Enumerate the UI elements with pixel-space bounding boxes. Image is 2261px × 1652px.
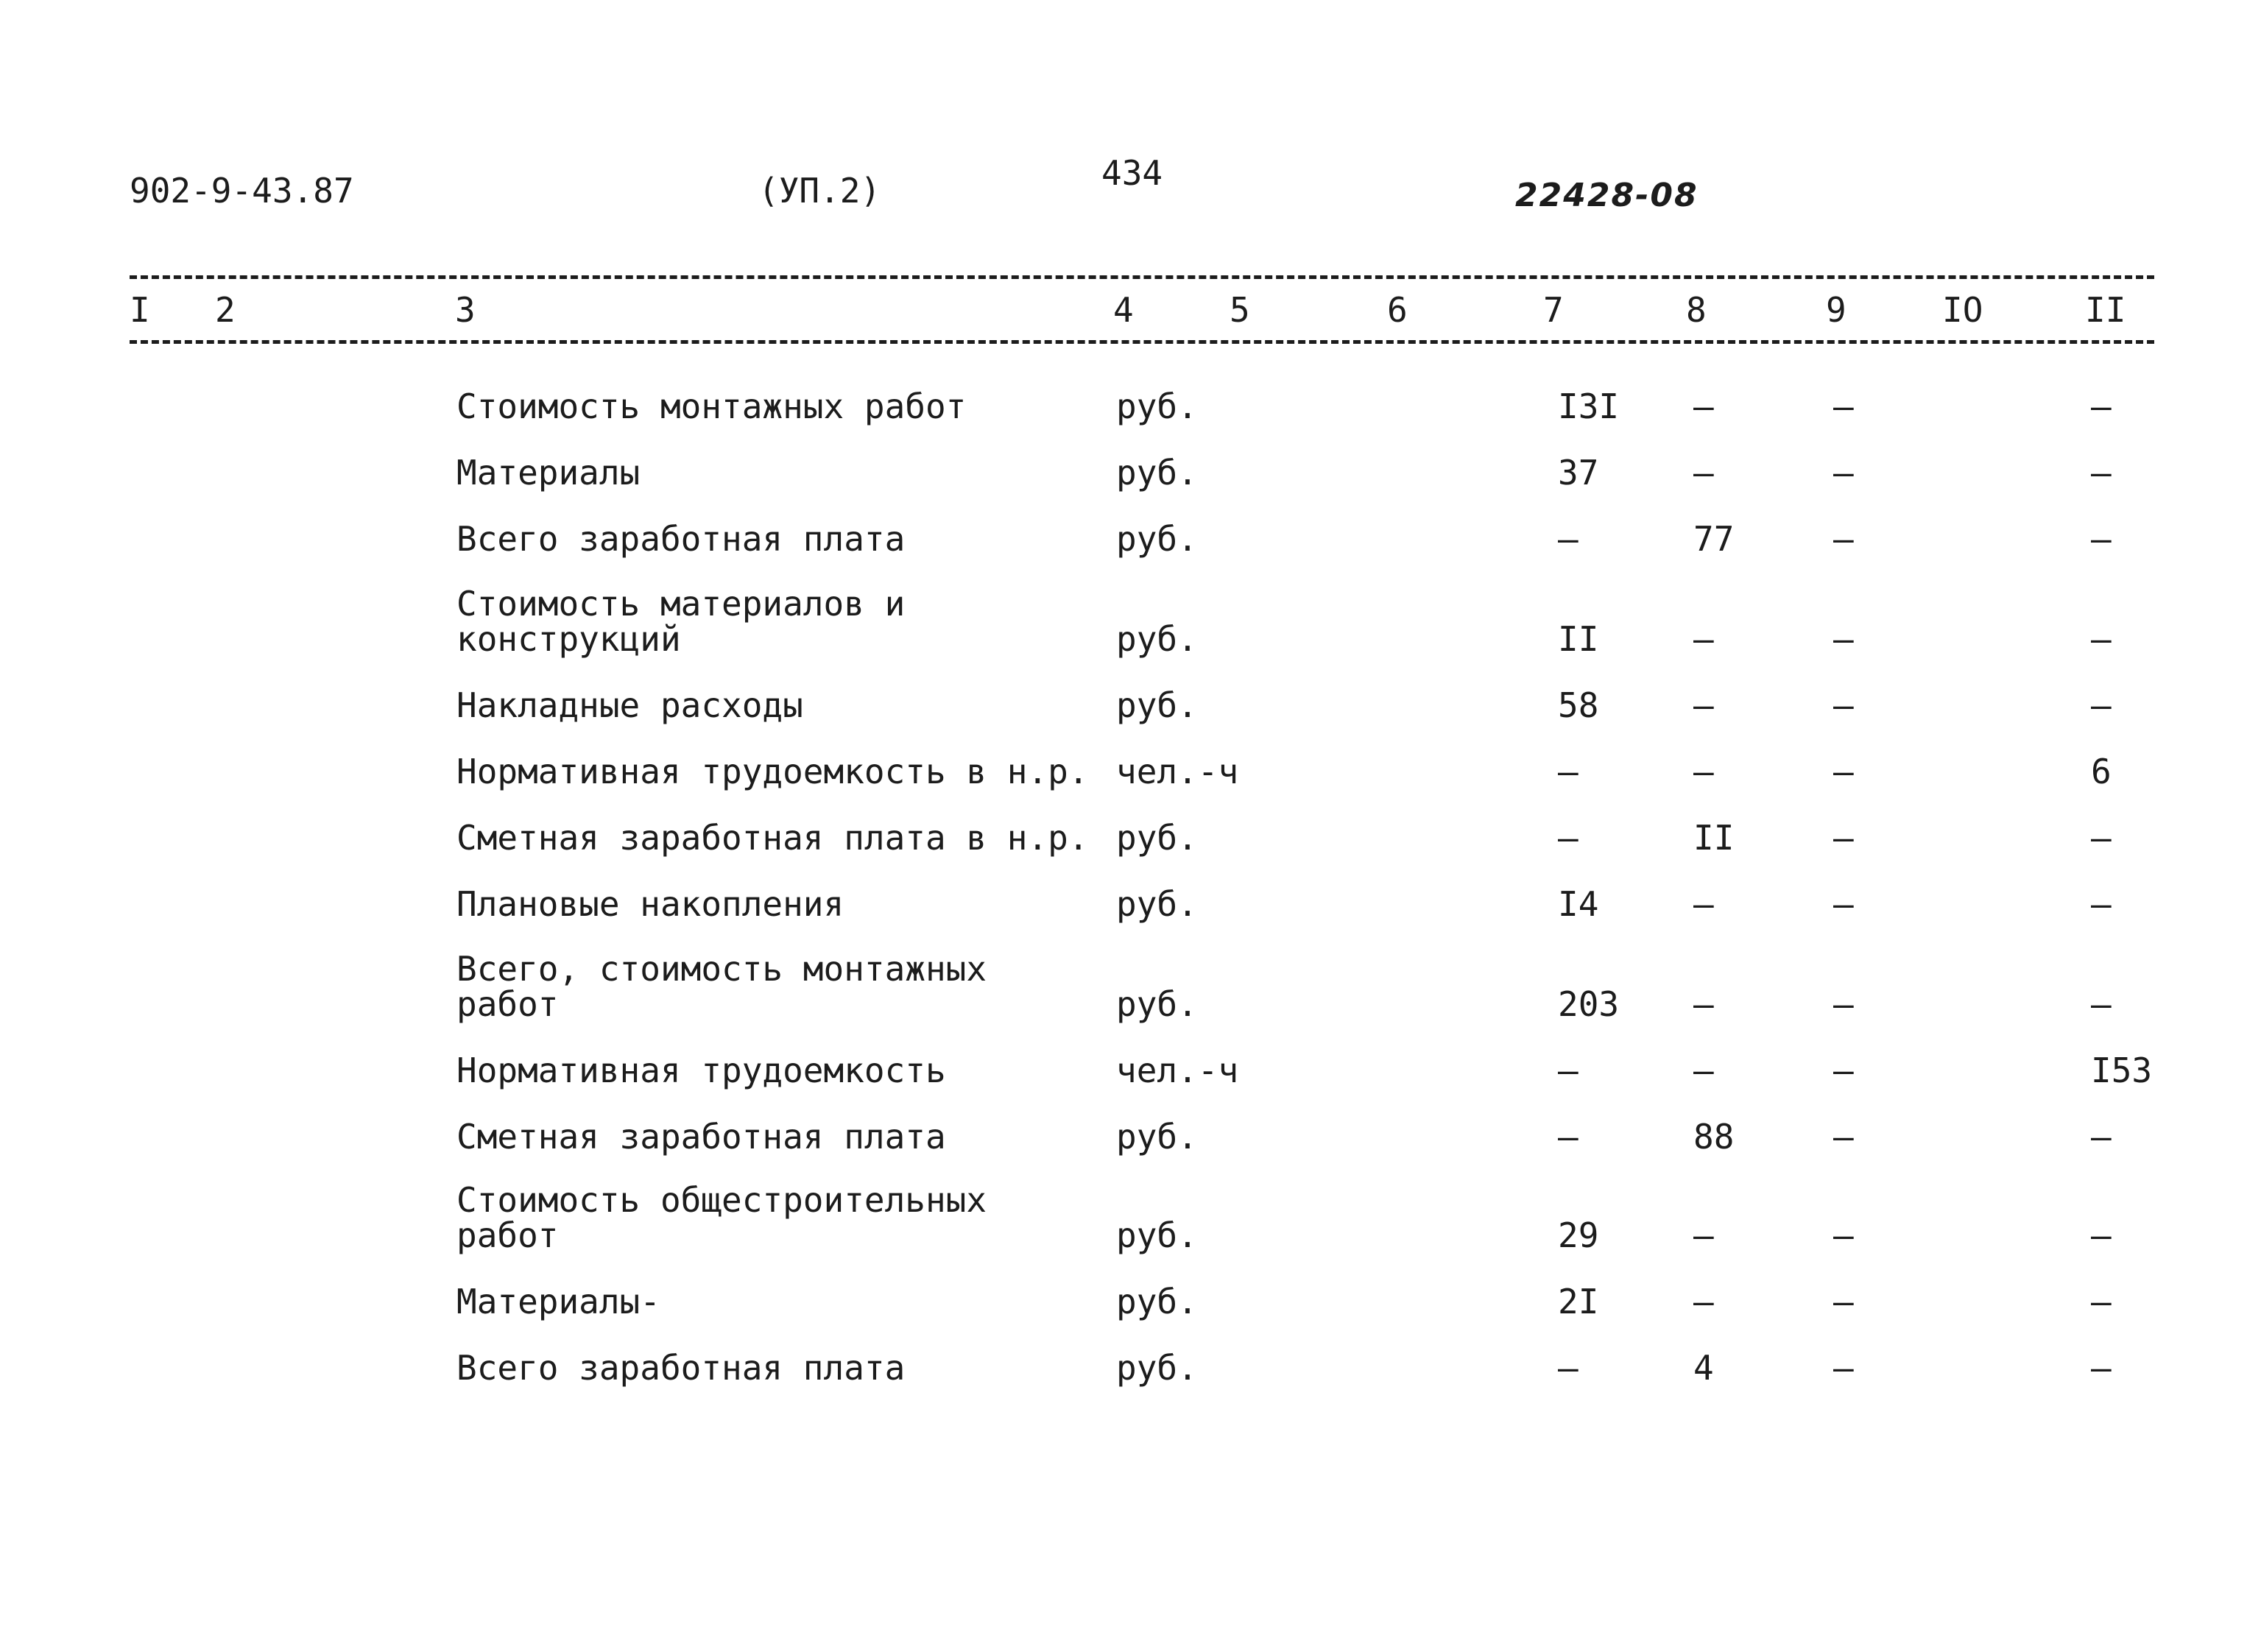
row-col8-value: – (1693, 1282, 1714, 1321)
row-col7-value: 37 (1558, 453, 1599, 493)
row-item-name: Стоимость монтажных работ (456, 386, 967, 426)
row-col11-value: – (2091, 1215, 2112, 1255)
row-col11-value: – (2091, 519, 2112, 559)
row-col7-value: I4 (1558, 884, 1599, 924)
row-col7-value: 58 (1558, 685, 1599, 725)
row-col9-value: – (1833, 984, 1854, 1024)
row-unit: руб. (1116, 984, 1198, 1024)
row-col11-value: I53 (2091, 1051, 2153, 1090)
appendix-label: (УП.2) (758, 171, 881, 211)
row-col9-value: – (1833, 685, 1854, 725)
row-col8-value: – (1693, 386, 1714, 426)
row-col11-value: – (2091, 453, 2112, 493)
row-item-name: Стоимость общестроительных работ (456, 1180, 987, 1255)
column-number-6: 6 (1387, 290, 1408, 330)
row-col11-value: – (2091, 619, 2112, 659)
row-col11-value: – (2091, 1117, 2112, 1157)
document-code: 902-9-43.87 (130, 171, 354, 211)
row-unit: руб. (1116, 619, 1198, 659)
row-col7-value: – (1558, 519, 1579, 559)
row-col7-value: – (1558, 1348, 1579, 1388)
row-unit: руб. (1116, 884, 1198, 924)
row-unit: руб. (1116, 685, 1198, 725)
column-number-11: II (2085, 290, 2126, 330)
row-col11-value: – (2091, 386, 2112, 426)
row-col8-value: – (1693, 1215, 1714, 1255)
row-col8-value: – (1693, 453, 1714, 493)
row-item-name: Всего, стоимость монтажных работ (456, 949, 987, 1024)
row-unit: руб. (1116, 1215, 1198, 1255)
row-col7-value: I3I (1558, 386, 1620, 426)
row-col8-value: – (1693, 619, 1714, 659)
row-col9-value: – (1833, 752, 1854, 791)
row-item-name: Всего заработная плата (456, 519, 906, 559)
row-item-name: Плановые накопления (456, 884, 844, 924)
row-col8-value: 88 (1693, 1117, 1735, 1157)
row-col11-value: – (2091, 984, 2112, 1024)
row-col7-value: 2I (1558, 1282, 1599, 1321)
row-col8-value: 4 (1693, 1348, 1714, 1388)
table-header-bottom-rule (130, 340, 2154, 344)
row-item-name: Стоимость материалов и конструкций (456, 584, 906, 659)
row-col9-value: – (1833, 519, 1854, 559)
row-col11-value: – (2091, 884, 2112, 924)
handwritten-archive-number: 22428-08 (1515, 177, 1699, 214)
row-col7-value: 29 (1558, 1215, 1599, 1255)
row-unit: руб. (1116, 519, 1198, 559)
row-col11-value: 6 (2091, 752, 2112, 791)
column-number-1: I (130, 290, 150, 330)
row-col9-value: – (1833, 386, 1854, 426)
row-col11-value: – (2091, 1282, 2112, 1321)
row-unit: руб. (1116, 818, 1198, 858)
row-unit: руб. (1116, 453, 1198, 493)
row-col8-value: 77 (1693, 519, 1735, 559)
row-item-name: Сметная заработная плата в н.р. (456, 818, 1089, 858)
row-col7-value: II (1558, 619, 1599, 659)
column-number-5: 5 (1230, 290, 1250, 330)
row-item-name: Нормативная трудоемкость (456, 1051, 946, 1090)
row-col8-value: – (1693, 685, 1714, 725)
row-unit: руб. (1116, 386, 1198, 426)
row-col8-value: – (1693, 984, 1714, 1024)
column-number-10: IO (1942, 290, 1983, 330)
row-col9-value: – (1833, 1282, 1854, 1321)
row-unit: руб. (1116, 1117, 1198, 1157)
row-col9-value: – (1833, 619, 1854, 659)
column-number-8: 8 (1686, 290, 1707, 330)
row-col9-value: – (1833, 884, 1854, 924)
row-col9-value: – (1833, 1117, 1854, 1157)
row-col8-value: – (1693, 1051, 1714, 1090)
row-unit: руб. (1116, 1282, 1198, 1321)
row-col9-value: – (1833, 453, 1854, 493)
row-col9-value: – (1833, 1348, 1854, 1388)
row-item-name: Материалы (456, 453, 641, 493)
row-col9-value: – (1833, 1051, 1854, 1090)
row-col7-value: – (1558, 1117, 1579, 1157)
row-col8-value: – (1693, 884, 1714, 924)
row-col7-value: 203 (1558, 984, 1620, 1024)
row-col7-value: – (1558, 1051, 1579, 1090)
row-col9-value: – (1833, 1215, 1854, 1255)
row-col11-value: – (2091, 685, 2112, 725)
row-unit: руб. (1116, 1348, 1198, 1388)
page-number: 434 (1101, 153, 1163, 193)
column-number-2: 2 (215, 290, 236, 330)
row-col7-value: – (1558, 752, 1579, 791)
column-number-4: 4 (1113, 290, 1134, 330)
row-col8-value: – (1693, 752, 1714, 791)
column-number-3: 3 (455, 290, 476, 330)
row-col8-value: II (1693, 818, 1735, 858)
row-item-name: Материалы- (456, 1282, 660, 1321)
row-col9-value: – (1833, 818, 1854, 858)
row-col7-value: – (1558, 818, 1579, 858)
row-item-name: Всего заработная плата (456, 1348, 906, 1388)
column-number-9: 9 (1826, 290, 1846, 330)
row-unit: чел.-ч (1116, 752, 1239, 791)
row-col11-value: – (2091, 1348, 2112, 1388)
row-item-name: Сметная заработная плата (456, 1117, 946, 1157)
table-header-top-rule (130, 275, 2154, 279)
row-col11-value: – (2091, 818, 2112, 858)
column-number-7: 7 (1543, 290, 1564, 330)
row-item-name: Нормативная трудоемкость в н.р. (456, 752, 1089, 791)
row-unit: чел.-ч (1116, 1051, 1239, 1090)
row-item-name: Накладные расходы (456, 685, 803, 725)
